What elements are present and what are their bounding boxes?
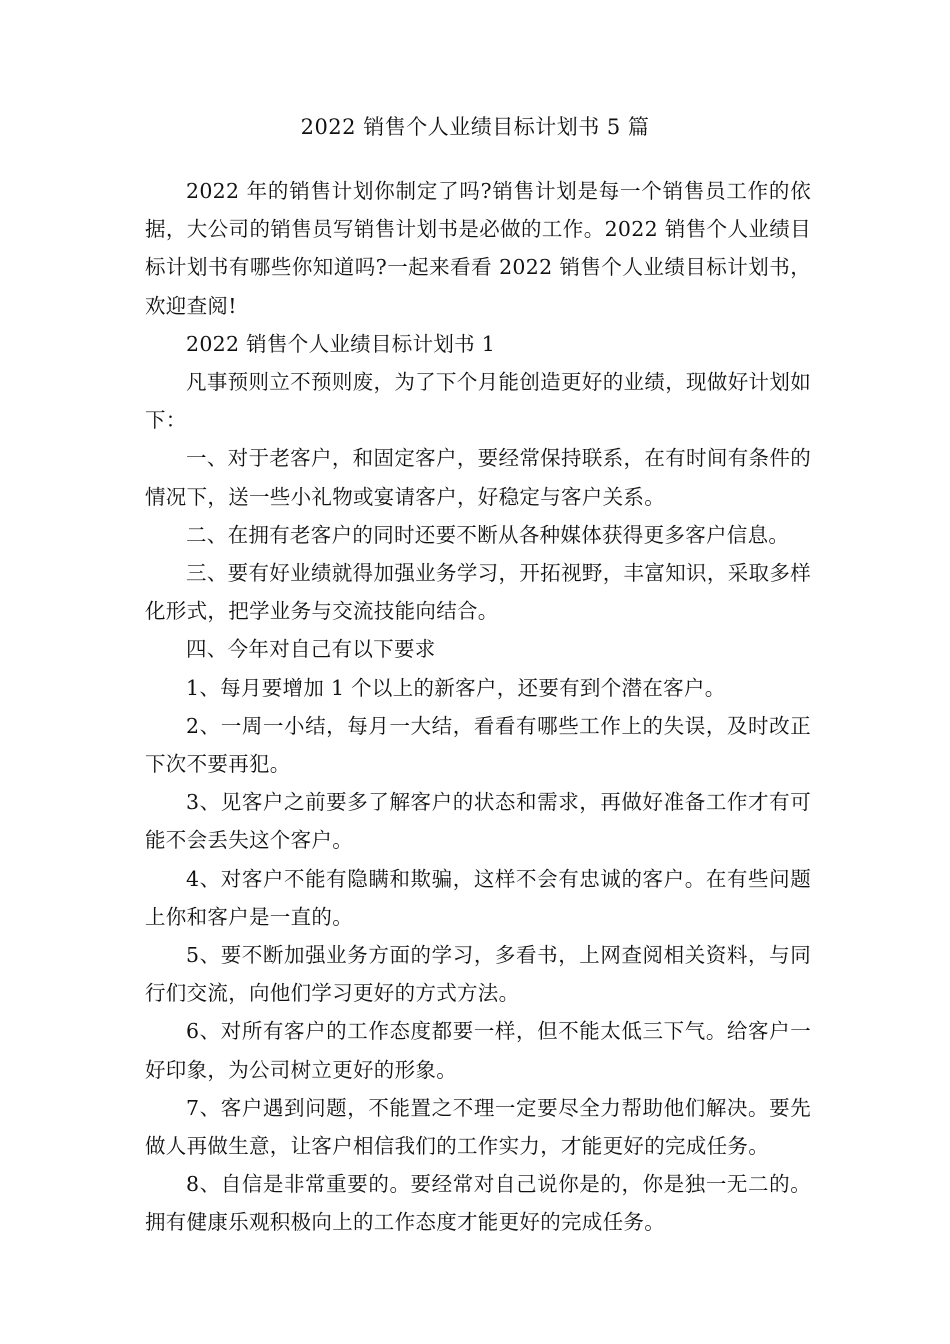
- numbered-item: 5、要不断加强业务方面的学习，多看书，上网查阅相关资料，与同行们交流，向他们学习更好的方式方法。: [145, 943, 811, 1006]
- numbered-item: 6、对所有客户的工作态度都要一样，但不能太低三下气。给客户一好印象，为公司树立更好的形象。: [145, 1019, 811, 1082]
- section-heading: 2022 销售个人业绩目标计划书 1: [186, 331, 496, 356]
- document-body: [145, 172, 811, 1242]
- list-item: 四、今年对自己有以下要求: [186, 637, 436, 662]
- list-item: 一、对于老客户，和固定客户，要经常保持联系，在有时间有条件的情况下，送一些小礼物或宴请客户，好稳定与客户关系。: [145, 446, 811, 509]
- document-title: 2022 销售个人业绩目标计划书 5 篇: [300, 115, 650, 139]
- numbered-item: 8、自信是非常重要的。要经常对自己说你是的，你是独一无二的。拥有健康乐观积极向上的工作态度才能更好的完成任务。: [145, 1172, 811, 1235]
- numbered-item: 2、一周一小结，每月一大结，看看有哪些工作上的失误，及时改正下次不要再犯。: [145, 713, 811, 777]
- list-item: 三、要有好业绩就得加强业务学习，开拓视野，丰富知识，采取多样化形式，把学业务与交流技能向结合。: [145, 561, 811, 624]
- intro-paragraph: 2022 年的销售计划你制定了吗?销售计划是每一个销售员工作的依据，大公司的销售员写销售计划书是必做的工作。2022 销售个人业绩目标计划书有哪些你知道吗?一起来看看 2022 销售个人业绩目标计划书，欢迎查阅!: [145, 179, 811, 318]
- body-paragraph: 凡事预则立不预则废，为了下个月能创造更好的业绩，现做好计划如下：: [145, 370, 811, 433]
- numbered-item: 3、见客户之前要多了解客户的状态和需求，再做好准备工作才有可能不会丢失这个客户。: [145, 790, 811, 853]
- list-item: 二、在拥有老客户的同时还要不断从各种媒体获得更多客户信息。: [186, 522, 790, 547]
- numbered-item: 1、每月要增加 1 个以上的新客户，还要有到个潜在客户。: [186, 675, 726, 700]
- numbered-item: 4、对客户不能有隐瞒和欺骗，这样不会有忠诚的客户。在有些问题上你和客户是一直的。: [145, 866, 811, 929]
- numbered-item: 7、客户遇到问题，不能置之不理一定要尽全力帮助他们解决。要先做人再做生意，让客户相信我们的工作实力，才能更好的完成任务。: [145, 1095, 811, 1159]
